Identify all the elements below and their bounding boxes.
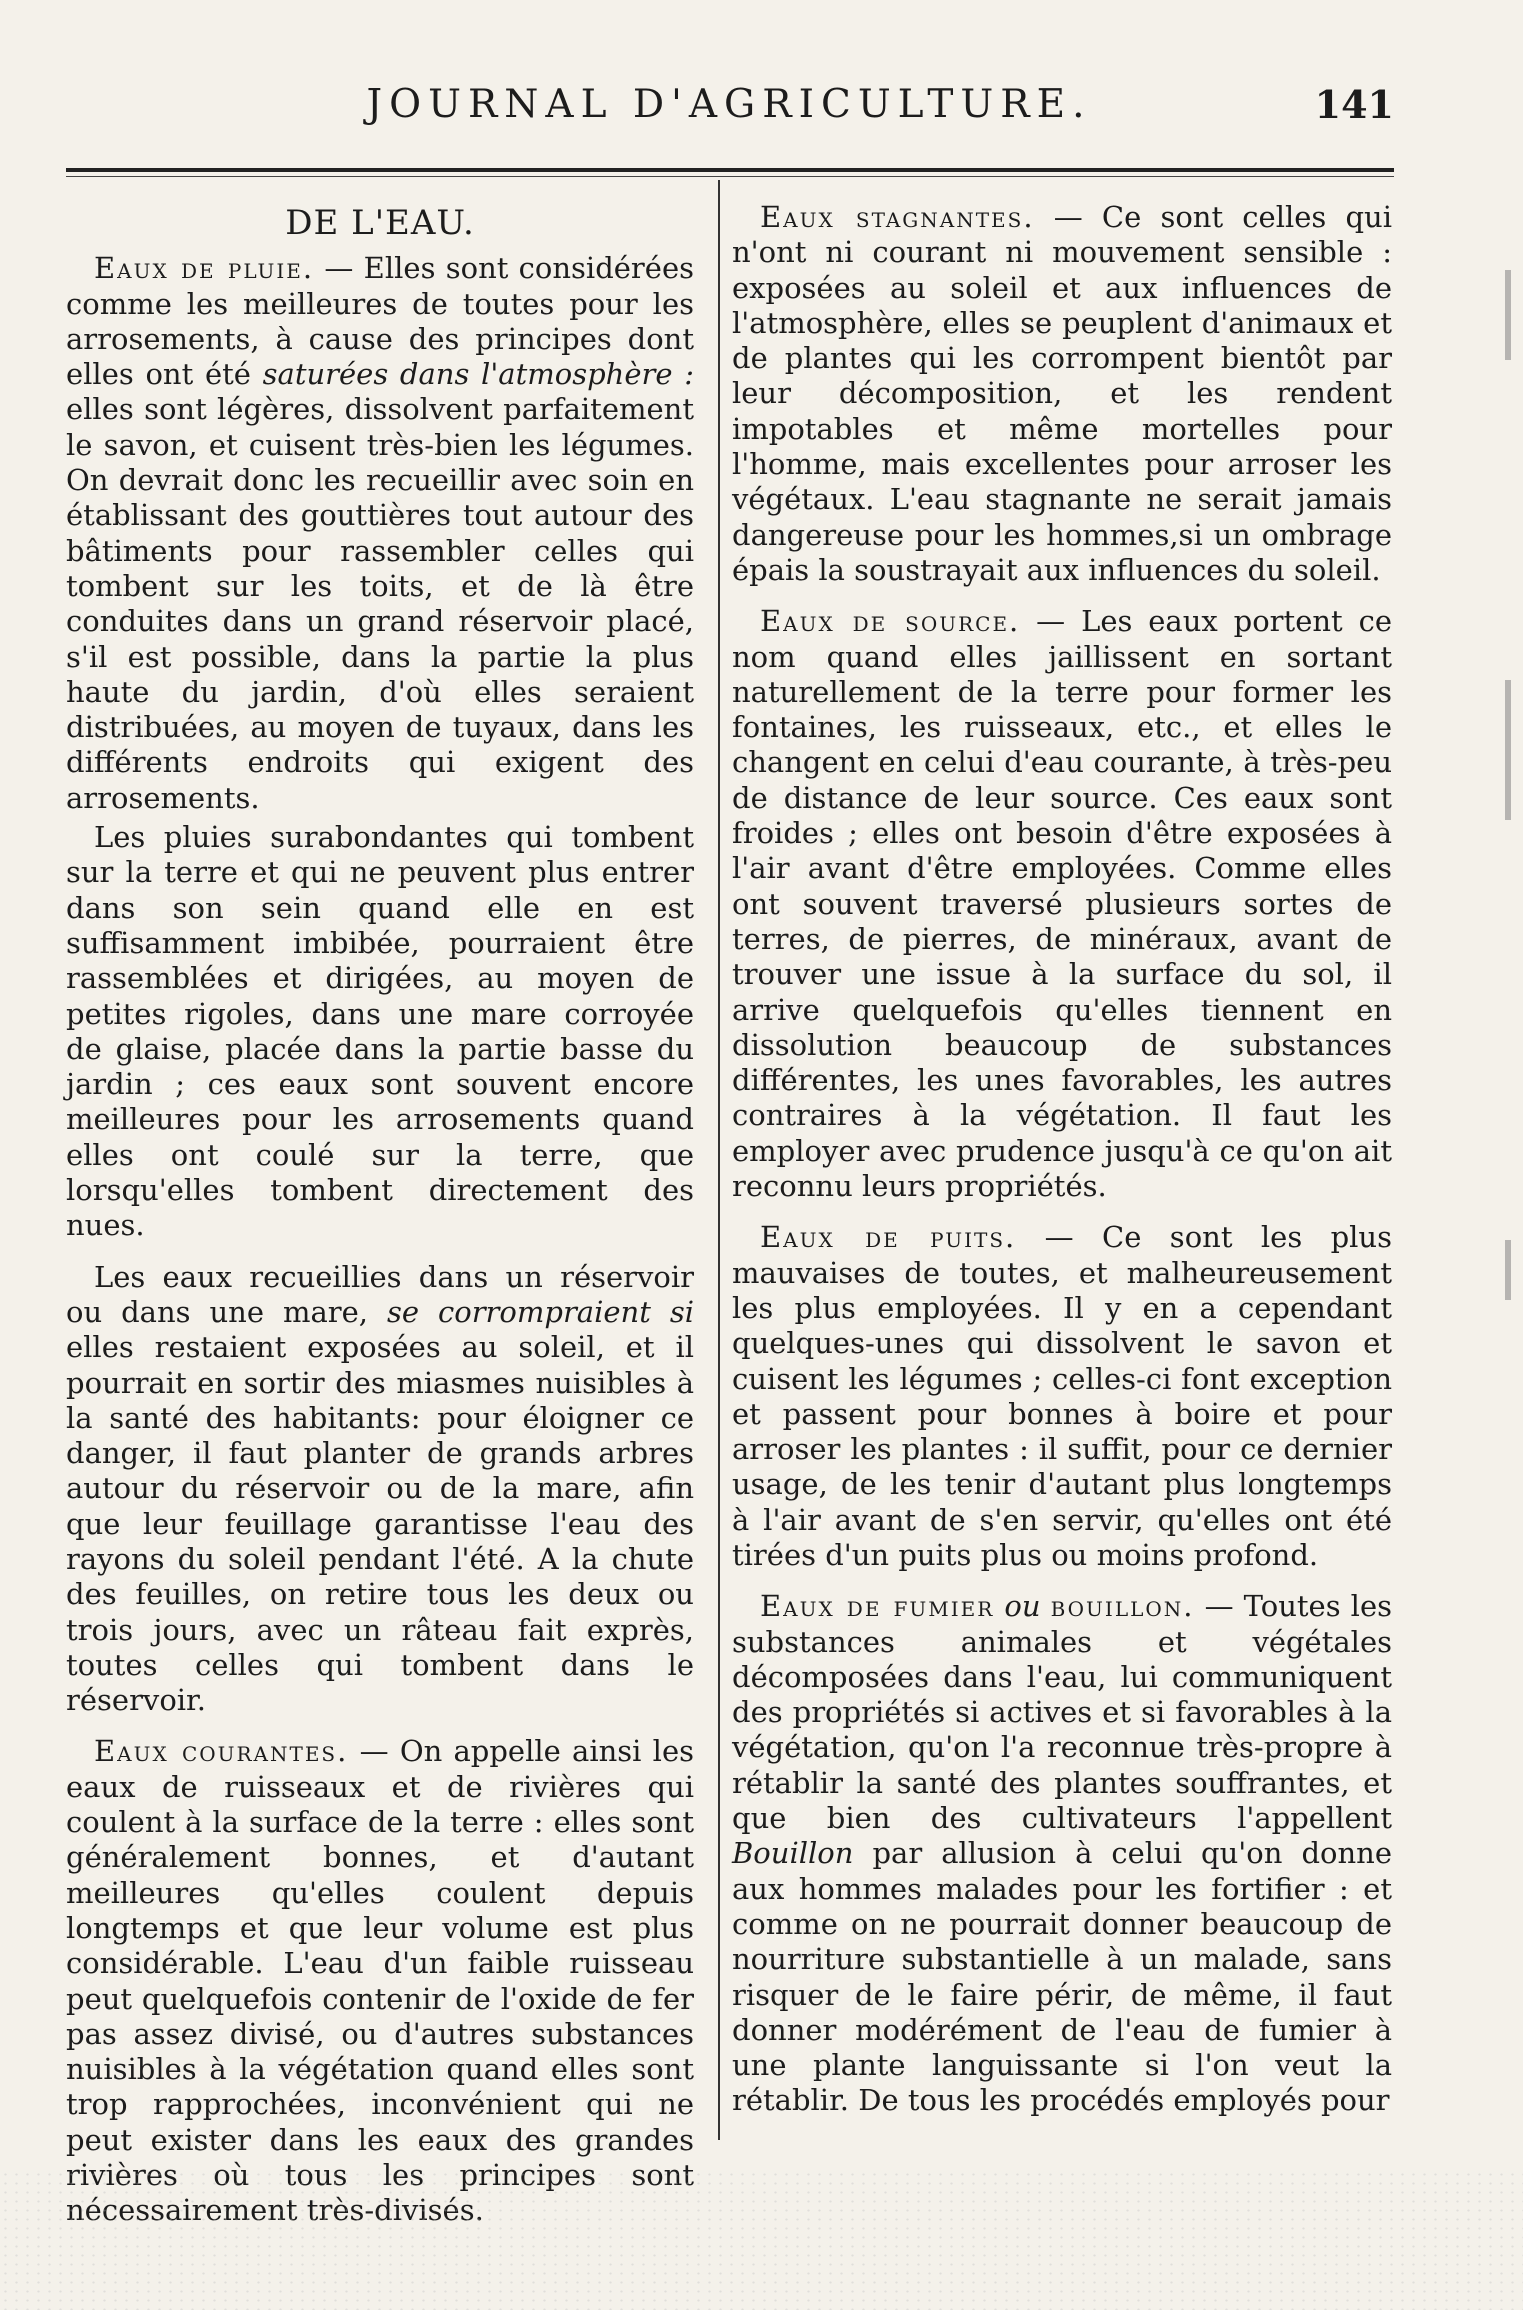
page-number: 141 bbox=[1314, 82, 1394, 127]
paragraph-eaux-stagnantes bbox=[732, 200, 1392, 588]
left-column bbox=[66, 200, 694, 2245]
paragraph-eaux-de-fumier bbox=[732, 1589, 1392, 2118]
rubric-bouillon: bouillon. bbox=[1050, 1589, 1195, 1624]
italic-text: se corrompraient si bbox=[386, 1294, 694, 1329]
page-header bbox=[64, 82, 1394, 142]
scan-noise bbox=[0, 2170, 1523, 2310]
header-rule-thin bbox=[66, 176, 1394, 177]
body-text: elles sont légères, dissolvent parfaitement le savon, et cuisent très-bien les légumes. On devrait donc les recueillir avec soin en établissant des gouttières tout autour des bâtiments pour rassembler celles qui tombent sur les toits, et de là être conduites dans un grand réservoir placé, s'il est possible, dans la partie la plus haute du jardin, d'où elles seraient distribuées, au moyen de tuyaux, dans les différents endroits qui exigent des arrosements. bbox=[66, 392, 694, 815]
section-title: DE L'EAU. bbox=[285, 203, 475, 243]
rubric-eaux-de-fumier: Eaux de fumier bbox=[760, 1589, 995, 1624]
rubric-eaux-stagnantes: Eaux stagnantes. bbox=[760, 200, 1035, 234]
rubric-eaux-de-source: Eaux de source. bbox=[760, 604, 1021, 639]
body-text: Les eaux recueillies dans un réservoir ou dans une mare, bbox=[66, 1259, 694, 1329]
body-text: — Elles sont considérées comme les meilleures de toutes pour les arrosements, à cause des principes dont elles ont été bbox=[66, 251, 695, 392]
rubric-eaux-de-puits: Eaux de puits. bbox=[760, 1220, 1017, 1255]
body-text: — Ce sont les plus mauvaises de toutes, et malheureusement les plus employées. Il y en a cependant quelques-unes qui dissolvent le savon et cuisent les légumes ; celles-ci font exception et passent pour bonnes à boire et pour arroser les plantes : il suffit, pour ce dernier usage, de les tenir d'autant plus longtemps à l'air avant de s'en servir, qu'elles ont été tirées d'un puits plus ou moins profond. bbox=[732, 1220, 1392, 1572]
body-text: — On appelle ainsi les eaux de ruisseaux et de rivières qui coulent à la surface de la terre : elles sont généralement bonnes, et d'autant meilleures qu'elles coulent depuis longtemps et que leur volume est plus considérable. L'eau d'un faible ruisseau peut quelquefois contenir de l'oxide de fer pas assez divisé, ou d'autres substances nuisibles à la végétation quand elles sont trop rapprochées, inconvénient qui ne peut exister dans les eaux des grandes rivières où tous les principes sont nécessairement très-divisés. bbox=[66, 1734, 694, 2228]
margin-speck bbox=[1505, 270, 1511, 360]
paragraph-eaux-de-source bbox=[732, 604, 1392, 1204]
rubric-eaux-de-pluie: Eaux de pluie. bbox=[94, 251, 315, 286]
paragraph-eaux-courantes bbox=[66, 1734, 694, 2228]
body-text: — Ce sont celles qui n'ont ni courant ni mouvement sensible : exposées au soleil et aux influences de l'atmosphère, elles se peuplent d'animaux et de plantes qui les corrompent bientôt par leur décomposition, et les rendent impotables et même mortelles pour l'homme, mais excellentes pour arroser les végétaux. L'eau stagnante ne serait jamais dangereuse pour les hommes,si un ombrage épais la soustrayait aux influences du soleil. bbox=[732, 200, 1392, 587]
margin-speck bbox=[1505, 1240, 1511, 1300]
paragraph-pluies-surabondantes: Les pluies surabondantes qui tombent sur la terre et qui ne peuvent plus entrer dans son sein quand elle en est suffisamment imbibée, pourraient être rassemblées et dirigées, au moyen de petites rigoles, dans une mare corroyée de glaise, placée dans la partie basse du jardin ; ces eaux sont souvent encore meilleures pour les arrosements quand elles ont coulé sur la terre, que lorsqu'elles tombent directement des nues. bbox=[66, 820, 694, 1243]
italic-text: Bouillon bbox=[732, 1836, 854, 1871]
body-text: par allusion à celui qu'on donne aux hommes malades pour les fortifier : et comme on ne pourrait donner beaucoup de nourriture substantielle à un malade, sans risquer de le faire périr, de même, il faut donner modérément de l'eau de fumier à une plante languissante si l'on veut la rétablir. De tous les procédés employés pour bbox=[732, 1836, 1392, 2118]
margin-speck bbox=[1505, 680, 1511, 820]
paragraph-eaux-de-puits bbox=[732, 1220, 1392, 1573]
running-title: JOURNAL D'AGRICULTURE. bbox=[366, 82, 1092, 127]
rubric-conjunction: ou bbox=[994, 1589, 1051, 1624]
header-rule bbox=[66, 168, 1394, 172]
body-text: — Toutes les substances animales et végétales décomposées dans l'eau, lui communiquent des propriétés si actives et si favorables à la végétation, qu'on l'a reconnue très-propre à rétablir la santé des plantes souffrantes, et que bien des cultivateurs l'appellent bbox=[732, 1589, 1392, 1836]
italic-text: saturées dans l'atmosphère : bbox=[262, 357, 694, 392]
body-text: elles restaient exposées au soleil, et il pourrait en sortir des miasmes nuisibles à la santé des habitants: pour éloigner ce danger, il faut planter de grands arbres autour du réservoir ou de la mare, afin que leur feuillage garantisse l'eau des rayons du soleil pendant l'été. A la chute des feuilles, on retire tous les deux ou trois jours, avec un râteau fait exprès, toutes celles qui tombent dans le réservoir. bbox=[66, 1330, 694, 1718]
body-text: — Les eaux portent ce nom quand elles jaillissent en sortant naturellement de la terre pour former les fontaines, les ruisseaux, etc., et elles le changent en celui d'eau courante, à très-peu de distance de leur source. Ces eaux sont froides ; elles ont besoin d'être exposées à l'air avant d'être employées. Comme elles ont souvent traversé plusieurs sortes de terres, de pierres, de minéraux, avant de trouver une issue à la surface du sol, il arrive quelquefois qu'elles tiennent en dissolution beaucoup de substances différentes, les unes favorables, les autres contraires à la végétation. Il faut les employer avec prudence jusqu'à ce qu'on ait reconnu leurs propriétés. bbox=[732, 604, 1392, 1204]
right-column bbox=[732, 200, 1392, 2135]
column-divider bbox=[718, 180, 720, 2140]
paragraph-reservoir bbox=[66, 1260, 694, 1719]
paragraph-eaux-de-pluie bbox=[66, 251, 694, 816]
rubric-eaux-courantes: Eaux courantes. bbox=[94, 1734, 349, 1769]
